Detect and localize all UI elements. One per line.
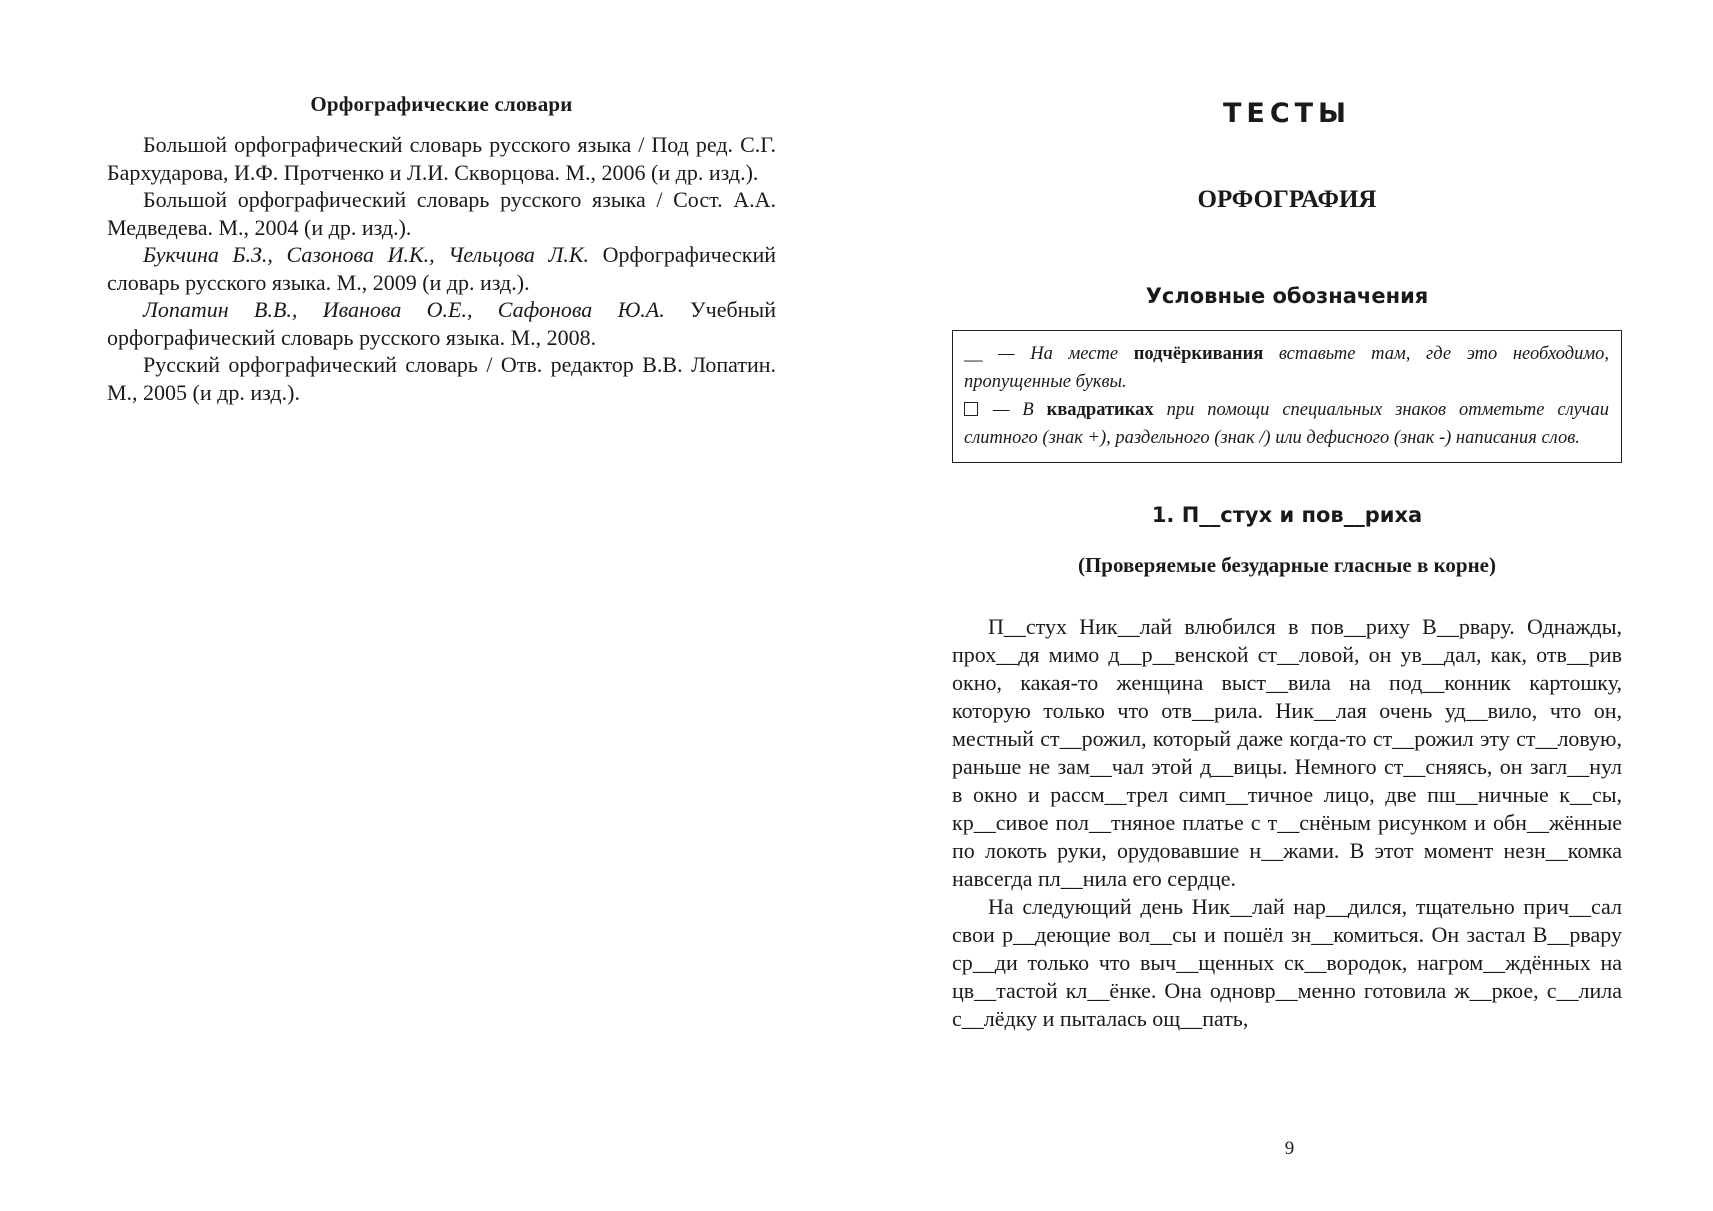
- bibliography-entry: [107, 131, 776, 186]
- dictionaries-heading: Орфографические словари: [310, 92, 573, 116]
- legend-bold-term: квадратиках: [1046, 400, 1154, 420]
- test-text: [952, 613, 1622, 1033]
- bibliography-entry: [107, 241, 776, 296]
- legend-underscore-rule: [964, 340, 1609, 396]
- test-paragraph: П__стух Ник__лай влюбился в пов__риху В__рвару. Однажды, прох__дя мимо д__р__венской ст__ловой, он ув__дал, как, отв__рив окно, какая-то женщина выст__вила на под__конник картошку, которую только что отв__рила. Ник__лая очень уд__вило, что он, местный ст__рожил, который даже когда-то ст__рожил эту ст__ловую, раньше не зам__чал этой д__вицы. Немного ст__сняясь, он загл__нул в окно и рассм__трел симп__тичное лицо, две пш__ничные к__сы, кр__сивое пол__тняное платье с т__снёным рисунком и обн__жённые по локоть руки, орудовавшие н__жами. В этот момент незн__комка навсегда пл__нила его сердце.: [952, 614, 1622, 891]
- legend-text: при помощи специальных знаков отметьте случаи слитного (знак +), раздельного (знак /) или дефисного (знак -) написания слов.: [964, 400, 1609, 448]
- legend-text: — На месте: [982, 344, 1134, 364]
- underscore-symbol: __: [964, 344, 983, 364]
- entry-text: Большой орфографический словарь русского языка / Под ред. С.Г. Бархударова, И.Ф. Протченко и Л.И. Скворцова. М., 2006 (и др. изд.).: [107, 132, 776, 185]
- bibliography-entry: [107, 296, 776, 351]
- test-heading: 1. П__стух и пов__риха: [1151, 503, 1423, 527]
- left-column: [107, 92, 776, 406]
- bibliography-list: [107, 131, 776, 406]
- legend-text: вставьте там, где это необходимо, пропущенные буквы.: [964, 344, 1609, 392]
- entry-text: Учебный орфографический словарь русского языка. М., 2008.: [107, 297, 776, 350]
- right-page: [856, 0, 1713, 1211]
- left-page: [0, 0, 856, 1211]
- test-subheading: (Проверяемые безударные гласные в корне): [1077, 553, 1496, 577]
- legend-bold-term: подчёркивания: [1133, 344, 1264, 364]
- square-box-icon: [964, 402, 978, 416]
- page-number-value: 9: [1284, 1138, 1295, 1159]
- legend-box: [952, 330, 1622, 463]
- bibliography-entry: [107, 186, 776, 241]
- bibliography-entry: [107, 351, 776, 406]
- legend-box-rule: [964, 396, 1609, 452]
- test-paragraph: На следующий день Ник__лай нар__дился, тщательно прич__сал свои р__деющие вол__сы и пошёл зн__комиться. Он застал В__рвару ср__ди только что выч__щенных ск__вородок, нагром__ждённых на цв__тастой кл__ёнке. Она одновр__менно готовила ж__ркое, с__лила с__лёдку и пыталась ощ__пать,: [952, 894, 1622, 1031]
- tests-title: ТЕСТЫ: [1222, 98, 1352, 129]
- entry-text: Орфографический словарь русского языка. М., 2009 (и др. изд.).: [107, 242, 776, 295]
- legend-title: Условные обозначения: [1145, 284, 1429, 308]
- entry-text: Русский орфографический словарь / Отв. редактор В.В. Лопатин. М., 2005 (и др. изд.).: [107, 352, 776, 405]
- right-column: [952, 90, 1622, 1033]
- section-title: ОРФОГРАФИЯ: [1197, 186, 1377, 213]
- page-number: [856, 1138, 1713, 1160]
- legend-text: — В: [980, 400, 1047, 420]
- entry-text: Большой орфографический словарь русского языка / Сост. А.А. Медведева. М., 2004 (и др. изд.).: [107, 187, 776, 240]
- entry-author: Букчина Б.З., Сазонова И.К., Чельцова Л.К.: [143, 242, 590, 267]
- entry-author: Лопатин В.В., Иванова О.Е., Сафонова Ю.А.: [143, 297, 665, 322]
